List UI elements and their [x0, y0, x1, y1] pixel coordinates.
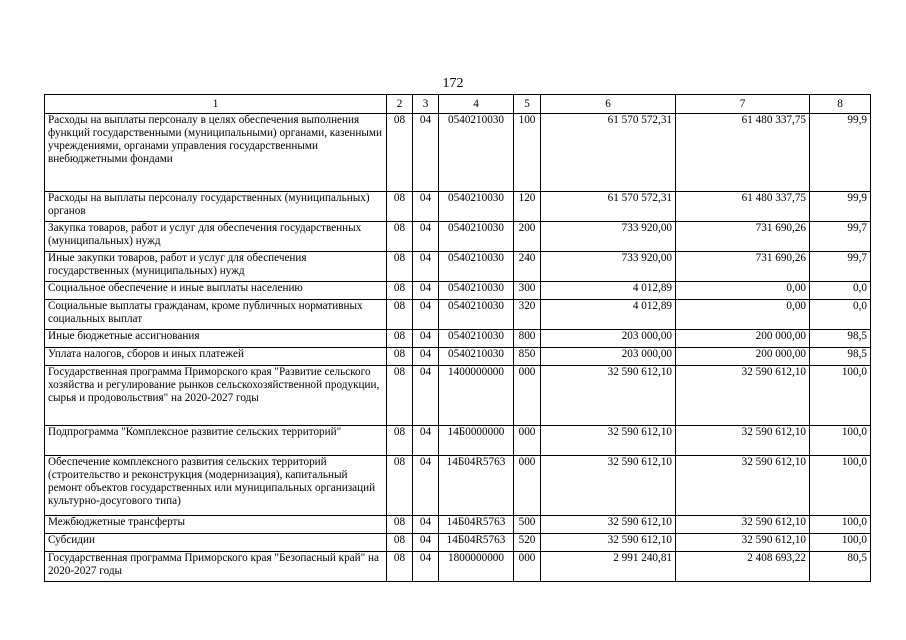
row-percent: 0,0	[810, 282, 871, 300]
table-row	[45, 426, 871, 456]
row-subsection: 04	[413, 348, 439, 366]
row-section: 08	[387, 366, 413, 426]
row-target-article: 0540210030	[439, 282, 514, 300]
row-percent: 0,0	[810, 300, 871, 330]
row-fact-amount: 2 408 693,22	[676, 552, 810, 582]
row-fact-amount: 32 590 612,10	[676, 426, 810, 456]
row-section: 08	[387, 222, 413, 252]
row-plan-amount: 61 570 572,31	[541, 114, 676, 192]
row-subsection: 04	[413, 300, 439, 330]
table-row	[45, 222, 871, 252]
table-row	[45, 552, 871, 582]
row-plan-amount: 32 590 612,10	[541, 366, 676, 426]
row-subsection: 04	[413, 552, 439, 582]
table-row	[45, 300, 871, 330]
row-target-article: 0540210030	[439, 348, 514, 366]
row-percent: 100,0	[810, 366, 871, 426]
row-subsection: 04	[413, 456, 439, 516]
row-name: Расходы на выплаты персоналу в целях обеспечения выполнения функций государственными (муниципальными) органами, казенными учреждениями, органами управления государственными внебюджетными фондами	[45, 114, 387, 192]
row-fact-amount: 32 590 612,10	[676, 456, 810, 516]
row-name: Иные закупки товаров, работ и услуг для обеспечения государственных (муниципальных) нужд	[45, 252, 387, 282]
table-row	[45, 348, 871, 366]
row-percent: 80,5	[810, 552, 871, 582]
row-expense-type: 120	[514, 192, 541, 222]
row-fact-amount: 61 480 337,75	[676, 192, 810, 222]
row-fact-amount: 32 590 612,10	[676, 366, 810, 426]
row-expense-type: 240	[514, 252, 541, 282]
row-name: Социальное обеспечение и иные выплаты населению	[45, 282, 387, 300]
row-percent: 100,0	[810, 456, 871, 516]
header-row	[45, 95, 871, 114]
row-expense-type: 200	[514, 222, 541, 252]
header-col-4: 4	[439, 95, 514, 114]
row-expense-type: 000	[514, 426, 541, 456]
row-plan-amount: 2 991 240,81	[541, 552, 676, 582]
row-target-article: 14Б04R5763	[439, 456, 514, 516]
row-section: 08	[387, 348, 413, 366]
row-percent: 99,7	[810, 252, 871, 282]
row-section: 08	[387, 456, 413, 516]
row-name: Социальные выплаты гражданам, кроме публичных нормативных социальных выплат	[45, 300, 387, 330]
table-row	[45, 366, 871, 426]
row-fact-amount: 0,00	[676, 282, 810, 300]
row-expense-type: 500	[514, 516, 541, 534]
row-percent: 100,0	[810, 426, 871, 456]
row-subsection: 04	[413, 114, 439, 192]
row-expense-type: 520	[514, 534, 541, 552]
row-percent: 100,0	[810, 516, 871, 534]
row-expense-type: 800	[514, 330, 541, 348]
row-target-article: 0540210030	[439, 300, 514, 330]
row-target-article: 1400000000	[439, 366, 514, 426]
row-name: Государственная программа Приморского края "Развитие сельского хозяйства и регулирование рынков сельскохозяйственной продукции, сырья и продовольствия" на 2020-2027 годы	[45, 366, 387, 426]
row-name: Субсидии	[45, 534, 387, 552]
row-target-article: 14Б04R5763	[439, 534, 514, 552]
row-target-article: 0540210030	[439, 252, 514, 282]
row-percent: 98,5	[810, 330, 871, 348]
row-expense-type: 850	[514, 348, 541, 366]
table-row	[45, 114, 871, 192]
row-plan-amount: 4 012,89	[541, 300, 676, 330]
row-fact-amount: 32 590 612,10	[676, 534, 810, 552]
header-col-8: 8	[810, 95, 871, 114]
page-number: 172	[442, 76, 464, 91]
row-expense-type: 000	[514, 366, 541, 426]
row-section: 08	[387, 282, 413, 300]
row-section: 08	[387, 552, 413, 582]
row-fact-amount: 0,00	[676, 300, 810, 330]
row-name: Подпрограмма "Комплексное развитие сельских территорий"	[45, 426, 387, 456]
header-col-3: 3	[413, 95, 439, 114]
row-name: Расходы на выплаты персоналу государственных (муниципальных) органов	[45, 192, 387, 222]
row-plan-amount: 733 920,00	[541, 222, 676, 252]
row-percent: 99,9	[810, 114, 871, 192]
row-section: 08	[387, 252, 413, 282]
table-row	[45, 282, 871, 300]
row-plan-amount: 203 000,00	[541, 348, 676, 366]
row-name: Закупка товаров, работ и услуг для обеспечения государственных (муниципальных) нужд	[45, 222, 387, 252]
row-percent: 99,9	[810, 192, 871, 222]
row-expense-type: 000	[514, 456, 541, 516]
budget-table	[44, 94, 871, 582]
row-subsection: 04	[413, 534, 439, 552]
row-section: 08	[387, 426, 413, 456]
row-target-article: 14Б0000000	[439, 426, 514, 456]
header-col-7: 7	[676, 95, 810, 114]
row-plan-amount: 32 590 612,10	[541, 516, 676, 534]
row-plan-amount: 32 590 612,10	[541, 534, 676, 552]
row-target-article: 0540210030	[439, 114, 514, 192]
row-plan-amount: 733 920,00	[541, 252, 676, 282]
row-subsection: 04	[413, 192, 439, 222]
row-subsection: 04	[413, 282, 439, 300]
header-col-1: 1	[45, 95, 387, 114]
row-name: Иные бюджетные ассигнования	[45, 330, 387, 348]
row-name: Уплата налогов, сборов и иных платежей	[45, 348, 387, 366]
row-expense-type: 000	[514, 552, 541, 582]
row-subsection: 04	[413, 222, 439, 252]
row-section: 08	[387, 192, 413, 222]
header-col-2: 2	[387, 95, 413, 114]
row-plan-amount: 32 590 612,10	[541, 426, 676, 456]
row-fact-amount: 32 590 612,10	[676, 516, 810, 534]
row-name: Межбюджетные трансферты	[45, 516, 387, 534]
row-name: Государственная программа Приморского края "Безопасный край" на 2020-2027 годы	[45, 552, 387, 582]
header-col-6: 6	[541, 95, 676, 114]
table-row	[45, 252, 871, 282]
row-target-article: 1800000000	[439, 552, 514, 582]
row-plan-amount: 61 570 572,31	[541, 192, 676, 222]
row-percent: 99,7	[810, 222, 871, 252]
row-target-article: 14Б04R5763	[439, 516, 514, 534]
row-plan-amount: 4 012,89	[541, 282, 676, 300]
row-expense-type: 100	[514, 114, 541, 192]
row-name: Обеспечение комплексного развития сельских территорий (строительство и реконструкция (модернизация), капитальный ремонт объектов государственных или муниципальных организаций культурно-досугового типа)	[45, 456, 387, 516]
row-target-article: 0540210030	[439, 330, 514, 348]
row-subsection: 04	[413, 252, 439, 282]
row-expense-type: 320	[514, 300, 541, 330]
row-subsection: 04	[413, 426, 439, 456]
row-target-article: 0540210030	[439, 222, 514, 252]
row-percent: 100,0	[810, 534, 871, 552]
table-row	[45, 456, 871, 516]
row-plan-amount: 203 000,00	[541, 330, 676, 348]
row-plan-amount: 32 590 612,10	[541, 456, 676, 516]
row-fact-amount: 731 690,26	[676, 252, 810, 282]
row-section: 08	[387, 534, 413, 552]
header-col-5: 5	[514, 95, 541, 114]
table-row	[45, 192, 871, 222]
table-row	[45, 330, 871, 348]
row-fact-amount: 731 690,26	[676, 222, 810, 252]
row-section: 08	[387, 330, 413, 348]
row-fact-amount: 200 000,00	[676, 330, 810, 348]
row-subsection: 04	[413, 366, 439, 426]
row-fact-amount: 200 000,00	[676, 348, 810, 366]
row-percent: 98,5	[810, 348, 871, 366]
table-row	[45, 534, 871, 552]
row-section: 08	[387, 114, 413, 192]
row-section: 08	[387, 300, 413, 330]
row-target-article: 0540210030	[439, 192, 514, 222]
table-row	[45, 516, 871, 534]
row-subsection: 04	[413, 330, 439, 348]
row-section: 08	[387, 516, 413, 534]
row-expense-type: 300	[514, 282, 541, 300]
row-fact-amount: 61 480 337,75	[676, 114, 810, 192]
row-subsection: 04	[413, 516, 439, 534]
